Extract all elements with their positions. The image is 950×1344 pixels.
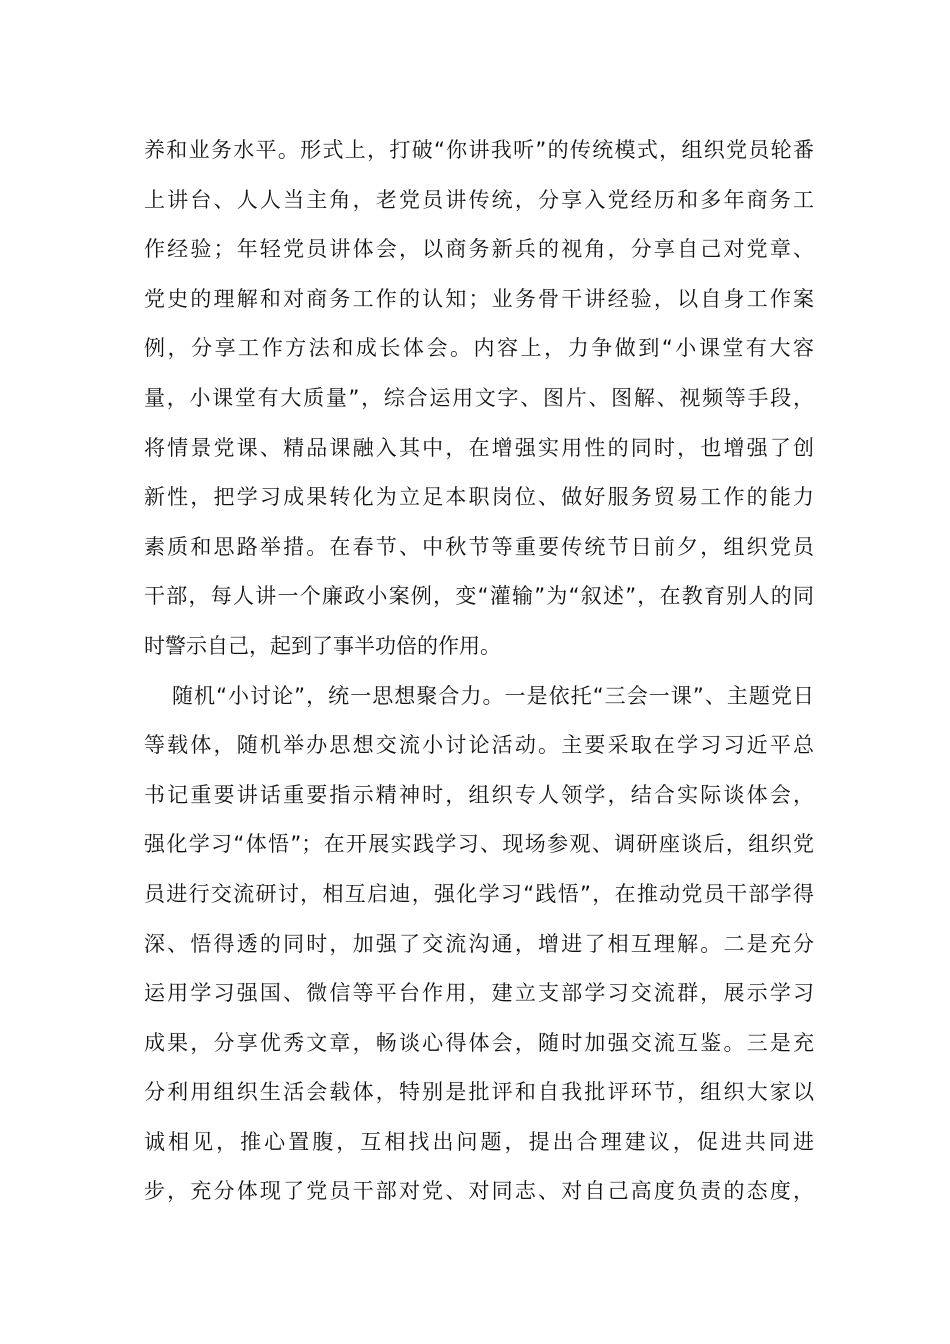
paragraph-2 [144, 672, 814, 1218]
text-line: 量，小课堂有大质量”，综合运用文字、图片、图解、视频等手段， [144, 385, 814, 410]
text-line: 时警示自己，起到了事半功倍的作用。 [144, 633, 501, 658]
text-line: 分利用组织生活会载体，特别是批评和自我批评环节，组织大家以 [144, 1080, 814, 1105]
text-line: 上讲台、人人当主角，老党员讲传统，分享入党经历和多年商务工 [144, 187, 814, 212]
text-line: 例，分享工作方法和成长体会。内容上，力争做到“小课堂有大容 [144, 336, 814, 361]
text-line: 书记重要讲话重要指示精神时，组织专人领学，结合实际谈体会， [144, 782, 814, 807]
text-line: 干部，每人讲一个廉政小案例，变“灌输”为“叙述”，在教育别人的同 [144, 584, 814, 609]
document-body [144, 126, 814, 1217]
text-line: 将情景党课、精品课融入其中，在增强实用性的同时，也增强了创 [144, 435, 814, 460]
text-line: 深、悟得透的同时，加强了交流沟通，增进了相互理解。二是充分 [144, 931, 814, 956]
text-line: 党史的理解和对商务工作的认知；业务骨干讲经验，以自身工作案 [144, 286, 814, 311]
paragraph-1 [144, 126, 814, 672]
text-line: 素质和思路举措。在春节、中秋节等重要传统节日前夕，组织党员 [144, 534, 814, 559]
text-line: 运用学习强国、微信等平台作用，建立支部学习交流群，展示学习 [144, 981, 814, 1006]
text-line: 步，充分体现了党员干部对党、对同志、对自己高度负责的态度， [144, 1179, 814, 1204]
text-line: 新性，把学习成果转化为立足本职岗位、做好服务贸易工作的能力 [144, 485, 814, 510]
text-line: 养和业务水平。形式上，打破“你讲我听”的传统模式，组织党员轮番 [144, 138, 814, 162]
text-line: 作经验；年轻党员讲体会，以商务新兵的视角，分享自己对党章、 [144, 237, 814, 262]
text-line: 强化学习“体悟”；在开展实践学习、现场参观、调研座谈后，组织党 [144, 832, 814, 857]
text-line: 成果，分享优秀文章，畅谈心得体会，随时加强交流互鉴。三是充 [144, 1030, 814, 1055]
text-line: 随机“小讨论”，统一思想聚合力。一是依托“三会一课”、主题党日 [172, 683, 814, 708]
text-line: 诚相见，推心置腹，互相找出问题，提出合理建议，促进共同进 [144, 1129, 814, 1154]
text-line: 等载体，随机举办思想交流小讨论活动。主要采取在学习习近平总 [144, 733, 814, 758]
text-line: 员进行交流研讨，相互启迪，强化学习“践悟”，在推动党员干部学得 [144, 881, 814, 906]
